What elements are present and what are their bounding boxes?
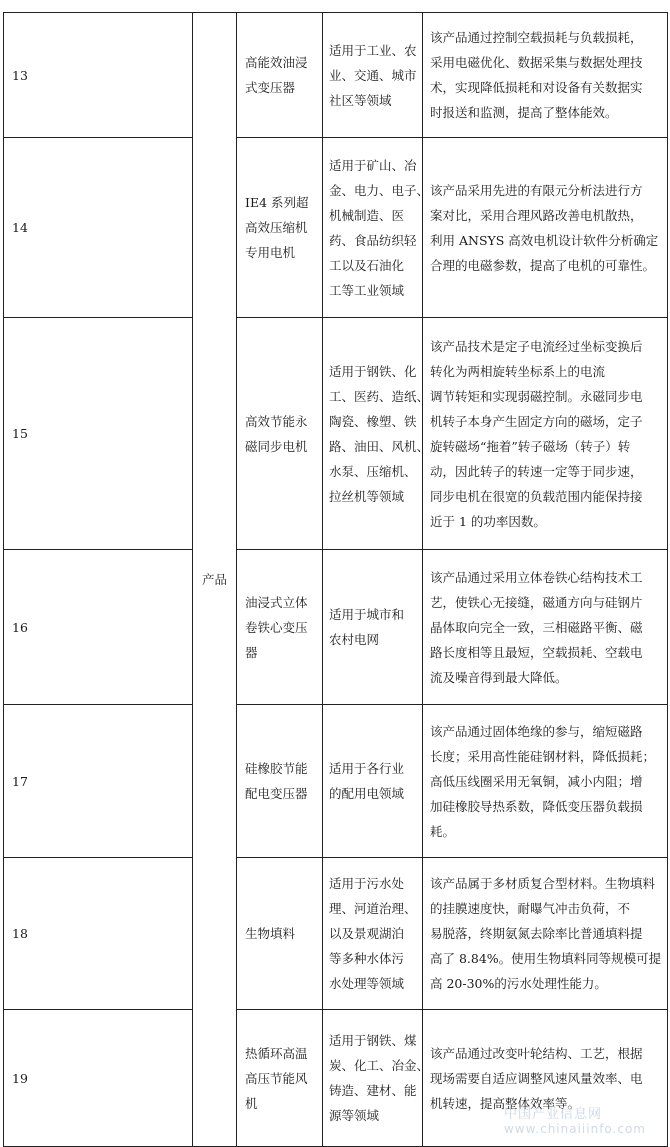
application-scope bbox=[323, 13, 423, 138]
application-scope-line: 适用于钢铁、煤 bbox=[329, 1033, 417, 1048]
table-row bbox=[4, 858, 668, 1010]
watermark-line1: 中国产业信息网 bbox=[503, 1107, 602, 1122]
product-description bbox=[423, 550, 668, 705]
product-name bbox=[237, 705, 323, 858]
application-scope bbox=[323, 858, 423, 1010]
product-description-line: 合理的电磁参数，提高了电机的可靠性。 bbox=[430, 257, 656, 273]
row-number: 19 bbox=[4, 1010, 193, 1147]
application-scope-line: 源等领域 bbox=[329, 1108, 380, 1123]
product-description-line: 该产品属于多材质复合型材料。生物填料 bbox=[430, 876, 656, 891]
product-description-line: 利用 ANSYS 高效电机设计软件分析确定 bbox=[430, 232, 659, 248]
product-name-line: 生物填料 bbox=[245, 926, 296, 941]
product-name-line: 专用电机 bbox=[245, 245, 296, 260]
table-row bbox=[4, 318, 668, 550]
table-row bbox=[4, 13, 668, 138]
product-name bbox=[237, 550, 323, 705]
application-scope-line: 以及景观湖泊 bbox=[329, 926, 405, 941]
product-description bbox=[423, 858, 668, 1010]
application-scope-line: 工、医药、造纸、 bbox=[329, 388, 430, 404]
application-scope-line: 工以及石油化 bbox=[329, 257, 405, 273]
product-name bbox=[237, 13, 323, 138]
application-scope-line: 水处理等领域 bbox=[329, 976, 405, 991]
table-row bbox=[4, 550, 668, 705]
table-row bbox=[4, 138, 668, 318]
product-description-line: 高 20-30%的污水处理性能力。 bbox=[430, 976, 607, 991]
product-name-line: 高效压缩机 bbox=[245, 220, 308, 235]
application-scope-line: 金、电力、电子、 bbox=[329, 182, 430, 198]
product-name bbox=[237, 1010, 323, 1147]
application-scope bbox=[323, 550, 423, 705]
product-description-line: 调节转矩和实现弱磁控制。永磁同步电 bbox=[430, 388, 643, 404]
product-name-line: 机 bbox=[245, 1095, 258, 1111]
product-name-line: 式变压器 bbox=[245, 80, 296, 95]
product-name-line: 硅橡胶节能 bbox=[245, 761, 308, 776]
product-name-line: 卷铁心变压 bbox=[245, 619, 308, 635]
application-scope bbox=[323, 138, 430, 318]
product-description bbox=[423, 318, 668, 550]
product-description-line: 流及噪音得到最大降低。 bbox=[430, 669, 568, 685]
product-description-line: 该产品通过固体绝缘的参与，缩短磁路 bbox=[430, 723, 643, 739]
watermark-line2: www.chinaiiinfo.com bbox=[503, 1122, 646, 1136]
product-description bbox=[423, 138, 668, 318]
product-name-line: 热循环高温 bbox=[245, 1045, 308, 1061]
product-description-line: 同步电机在很宽的负载范围内能保持接 bbox=[430, 488, 643, 504]
product-description bbox=[423, 705, 668, 858]
product-description-line: 该产品通过控制空载损耗与负载损耗， bbox=[430, 30, 643, 45]
product-table bbox=[3, 12, 668, 1147]
application-scope-line: 适用于各行业 bbox=[329, 761, 405, 776]
product-description-line: 该产品通过改变叶轮结构、工艺，根据 bbox=[430, 1045, 643, 1061]
product-name-line: 高压节能风 bbox=[245, 1070, 308, 1086]
row-number: 17 bbox=[4, 705, 193, 858]
product-description-line: 时报送和监测，提高了整体能效。 bbox=[430, 105, 618, 120]
product-description bbox=[423, 13, 668, 138]
product-description-line: 案对比，采用合理风路改善电机散热， bbox=[430, 207, 643, 223]
product-description-line: 路长度相等且最短，空载损耗、空载电 bbox=[430, 644, 643, 660]
application-scope-line: 适用于矿山、冶 bbox=[329, 157, 417, 173]
watermark bbox=[504, 1103, 646, 1136]
product-description-line: 近于 1 的功率因数。 bbox=[430, 513, 546, 529]
category-cell: 产品 bbox=[193, 13, 237, 1147]
application-scope-line: 业、交通、城市 bbox=[329, 67, 417, 83]
product-description-line: 动，因此转子的转速一定等于同步速， bbox=[430, 463, 643, 479]
product-description-line: 转化为两相旋转坐标系上的电流 bbox=[430, 363, 606, 379]
product-description-line: 术，实现降低损耗和对设备有关数据实 bbox=[430, 80, 643, 95]
product-description-line: 采用电磁优化、数据采集与数据处理技 bbox=[430, 55, 643, 70]
product-description-line: 机转子本身产生固定方向的磁场，定子 bbox=[430, 413, 643, 429]
product-name-line: 配电变压器 bbox=[245, 786, 308, 801]
table-row bbox=[4, 705, 668, 858]
product-description-line: 耗。 bbox=[430, 823, 456, 839]
application-scope-line: 路、油田、风机、 bbox=[329, 438, 430, 454]
application-scope-line: 拉丝机等领域 bbox=[329, 488, 405, 504]
application-scope-line: 炭、化工、冶金、 bbox=[329, 1058, 430, 1073]
product-description-line: 高了 8.84%。使用生物填料同等规模可提 bbox=[430, 951, 662, 966]
application-scope-line: 适用于钢铁、化 bbox=[329, 363, 417, 379]
product-description-line: 现场需要自适应调整风速风量效率、电 bbox=[430, 1070, 643, 1086]
product-name bbox=[237, 318, 323, 550]
application-scope bbox=[323, 1010, 430, 1147]
product-description-line: 该产品采用先进的有限元分析法进行方 bbox=[430, 182, 643, 198]
row-number: 15 bbox=[4, 318, 193, 550]
product-description-line: 艺，使铁心无接缝，磁通方向与硅钢片 bbox=[430, 594, 643, 610]
product-description-line: 旋转磁场“拖着”转子磁场（转子）转 bbox=[430, 438, 631, 454]
application-scope-line: 农村电网 bbox=[329, 632, 380, 647]
application-scope-line: 陶瓷、橡塑、铁 bbox=[329, 413, 417, 429]
product-name bbox=[237, 138, 323, 318]
application-scope-line: 水泵、压缩机、 bbox=[329, 463, 417, 479]
product-name-line: 高能效油浸 bbox=[245, 55, 308, 70]
application-scope-line: 铸造、建材、能 bbox=[329, 1083, 417, 1098]
application-scope-line: 社区等领域 bbox=[329, 92, 392, 108]
application-scope-line: 的配用电领域 bbox=[329, 786, 405, 801]
row-number: 18 bbox=[4, 858, 193, 1010]
product-name-line: IE4 系列超 bbox=[245, 195, 309, 210]
product-name-line: 高效节能永 bbox=[245, 413, 308, 429]
product-description-line: 的挂膜速度快，耐曝气冲击负荷，不 bbox=[430, 901, 631, 916]
application-scope-line: 机械制造、医 bbox=[329, 207, 405, 223]
application-scope-line: 理、河道治理、 bbox=[329, 901, 417, 916]
product-name-line: 器 bbox=[245, 644, 258, 660]
product-description-line: 加硅橡胶导热系数，降低变压器负载损 bbox=[430, 798, 643, 814]
row-number: 14 bbox=[4, 138, 193, 318]
row-number: 16 bbox=[4, 550, 193, 705]
application-scope-line: 药、食品纺织轻 bbox=[329, 232, 417, 248]
product-description-line: 机转速，提高整体效率等。 bbox=[430, 1095, 581, 1111]
application-scope-line: 适用于工业、农 bbox=[329, 42, 417, 58]
application-scope-line: 适用于城市和 bbox=[329, 607, 405, 622]
application-scope-line: 适用于污水处 bbox=[329, 876, 405, 891]
product-description-line: 长度；采用高性能硅钢材料，降低损耗； bbox=[430, 748, 656, 764]
application-scope-line: 工等工业领域 bbox=[329, 282, 405, 298]
product-name bbox=[237, 858, 323, 1010]
product-description-line: 易脱落，终期氨氮去除率比普通填料提 bbox=[430, 926, 643, 941]
product-name-line: 磁同步电机 bbox=[245, 438, 308, 454]
row-number: 13 bbox=[4, 13, 193, 138]
product-description-line: 高低压线圈采用无氧铜，减小内阻；增 bbox=[430, 773, 643, 789]
product-name-line: 油浸式立体 bbox=[245, 594, 308, 610]
application-scope bbox=[323, 318, 430, 550]
product-description-line: 该产品通过采用立体卷铁心结构技术工 bbox=[430, 569, 643, 585]
application-scope-line: 等多种水体污 bbox=[329, 951, 405, 966]
product-description-line: 该产品技术是定子电流经过坐标变换后 bbox=[430, 338, 643, 354]
product-description-line: 晶体取向完全一致，三相磁路平衡、磁 bbox=[430, 619, 643, 635]
application-scope bbox=[323, 705, 423, 858]
